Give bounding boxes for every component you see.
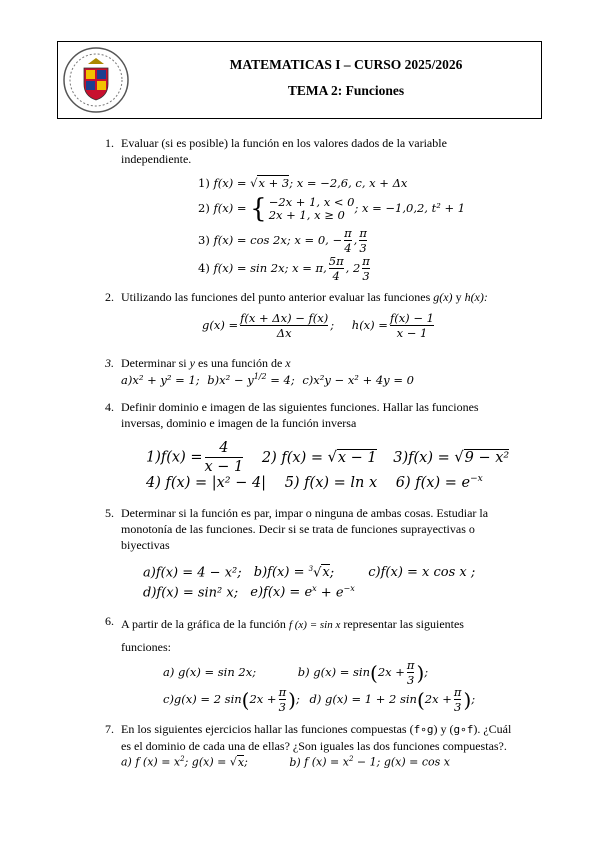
item-text: Determinar si la función es par, impar o ninguna de ambas cosas. Estudiar la monotonía de las funciones. Decir si se trata de funciones suprayectivas o biyectivas bbox=[121, 506, 489, 552]
function: f(x) = bbox=[213, 201, 247, 215]
fraction: $\frac{5\pi}{4}$ bbox=[328, 254, 344, 284]
item-number: 7. bbox=[105, 722, 114, 736]
topic-title: TEMA 2: Funciones bbox=[287, 83, 405, 98]
item-1-line-1: Evaluar (si es posible) la función en los valores dados de la variable bbox=[121, 136, 447, 150]
item-text: En los siguientes ejercicios hallar las funciones compuestas (f∘g) y (g∘f). ¿Cuál es el dominio de cada una de ellas? ¿Son iguales las dos funciones compuestas?. bbox=[121, 722, 512, 753]
fraction: $\frac{\pi}{4}$ bbox=[344, 226, 352, 256]
item-number: 6. bbox=[105, 614, 114, 628]
fraction: $\frac{\pi}{3}$ bbox=[362, 254, 370, 284]
item-text: Definir dominio e imagen de las siguientes funciones. Hallar las funciones inversas, dominio e imagen de la función inversa bbox=[121, 400, 479, 430]
item-text: Utilizando las funciones del punto anterior evaluar las funciones g(x) y h(x): bbox=[121, 290, 488, 304]
label: 1) bbox=[198, 176, 210, 190]
radicand: x + 3 bbox=[258, 176, 290, 190]
ex1-line-4: 4) f(x) = sin 2x; x = π, $\frac{5\pi}{4}$ , 2 $\frac{\pi}{3}$ bbox=[198, 254, 370, 284]
ex5-row-2: d)f(x) = sin² x; $e)f(x) = e^x + e^{-x}$ bbox=[143, 584, 355, 601]
ex2-formula: g(x) = $\frac{f(x + \Delta x) - f(x)}{\Delta x}$ ; h(x) = $\frac{f(x) - 1}{x - 1}$ bbox=[202, 311, 434, 341]
ex3-formulas: a)x² + y² = 1; $b)x^2 - y^{1/2} = 4$; c)x²y − x² + 4y = 0 bbox=[121, 372, 414, 387]
label: 3) bbox=[198, 233, 210, 248]
item-1-line-2: independiente. bbox=[121, 152, 192, 166]
item-number: 5. bbox=[105, 506, 114, 520]
university-seal-icon bbox=[62, 46, 130, 114]
ex7-row: a) f $(x) = x^2$; g(x) = √x; b) f $(x) = x^2 - 1$; g(x) = cos x bbox=[121, 755, 450, 769]
ex1-line-1: 1) f(x) = √x + 3; x = −2,6, c, x + Δx bbox=[198, 176, 408, 190]
ex5-row-1: a)f(x) = 4 − x²; b)f(x) = $^3$√x; c)f(x) = x cos x ; bbox=[143, 565, 476, 581]
case-2: 2x + 1, x ≥ 0 bbox=[268, 208, 345, 222]
item-text: Determinar si y es una función de x bbox=[121, 356, 291, 370]
label: 4) bbox=[198, 261, 210, 276]
ex6-row-1: a) g(x) = sin 2x; b) g(x) = sin(2x + $\frac{\pi}{3}$ ); bbox=[163, 658, 429, 688]
ex1-line-2: 2) f(x) = { −2x + 1, x < 0 2x + 1, x ≥ 0 ; x = −1,0,2, t² + 1 bbox=[198, 194, 466, 224]
item-text bbox=[121, 135, 541, 167]
values: ; x = −2,6, c, x + Δx bbox=[289, 176, 408, 190]
function: f(x) = bbox=[213, 176, 247, 190]
case-1: −2x + 1, x < 0 bbox=[268, 195, 355, 209]
values: ; x = −1,0,2, t² + 1 bbox=[354, 201, 466, 215]
item-number: 2. bbox=[105, 290, 114, 304]
item-number: 4. bbox=[105, 400, 114, 414]
function: f(x) = sin 2x; x = π, bbox=[213, 261, 327, 276]
item-number: 3. bbox=[105, 356, 114, 370]
item-text: A partir de la gráfica de la función f (x) = sin x representar las siguientes funciones: bbox=[121, 617, 464, 654]
function: f(x) = cos 2x; x = 0, − bbox=[213, 233, 343, 248]
item-number: 1. bbox=[105, 136, 114, 150]
course-title: MATEMATICAS I – CURSO 2025/2026 bbox=[229, 57, 463, 72]
label: 2) bbox=[198, 201, 210, 215]
ex4-row-1: 1)f(x) = $\frac{4}{x - 1}$ 2) f(x) = √x − 1 3)f(x) = √9 − x² bbox=[146, 440, 510, 475]
ex1-line-3: 3) f(x) = cos 2x; x = 0, − $\frac{\pi}{4}$ , $\frac{\pi}{3}$ bbox=[198, 226, 367, 256]
fraction: $\frac{\pi}{3}$ bbox=[359, 226, 367, 256]
ex6-row-2: c)g(x) = 2 sin(2x + $\frac{\pi}{3}$ ); d) g(x) = 1 + 2 sin(2x + $\frac{\pi}{3}$ ); bbox=[163, 685, 476, 715]
ex4-row-2: 4) f(x) = |x² − 4| 5) f(x) = ln x 6) $f(x) = e^{-x}$ bbox=[146, 474, 483, 491]
